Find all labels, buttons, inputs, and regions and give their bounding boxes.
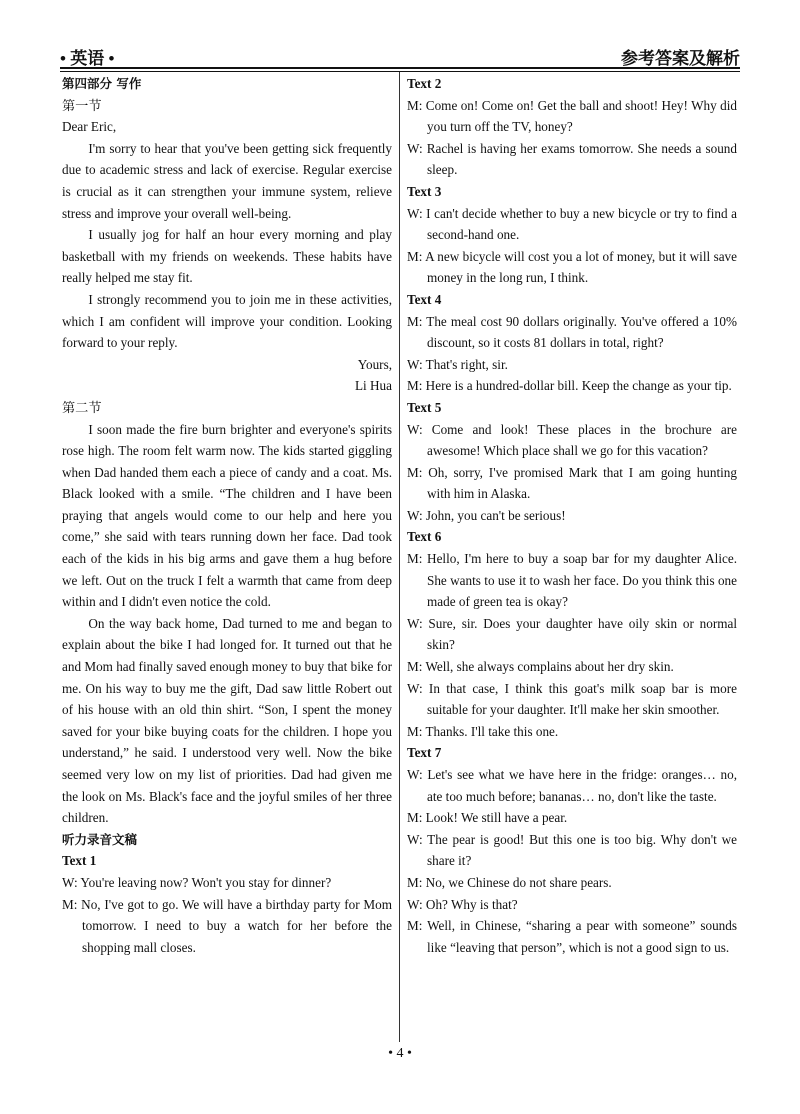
- dialogue-line: W: In that case, I think this goat's milk soap bar is more suitable for your daughter. It'll make her skin smoother.: [407, 680, 737, 718]
- text-label: Text 4: [407, 291, 442, 307]
- text-label: Text 1: [62, 853, 97, 869]
- dialogue-line: W: Sure, sir. Does your daughter have oily skin or normal skin?: [407, 615, 737, 653]
- text-label: Text 6: [407, 529, 442, 545]
- text-label: Text 7: [407, 745, 442, 761]
- dialogue-line: W: Rachel is having her exams tomorrow. She needs a sound sleep.: [407, 140, 737, 178]
- text-label: Text 3: [407, 183, 442, 199]
- page-number: • 4 •: [388, 1046, 412, 1061]
- dialogue-line: M: The meal cost 90 dollars originally. You've offered a 10% discount, so it costs 81 dollars in total, right?: [407, 313, 737, 351]
- subject-label: • 英语 •: [60, 49, 115, 68]
- letter-paragraph: I'm sorry to hear that you've been getting sick frequently due to academic stress and lack of exercise. Regular exercise is crucial as it can strengthen your immune system, relieve stress and improve your overall well-being.: [62, 140, 392, 221]
- column-divider: [399, 72, 400, 1042]
- dialogue-line: M: Oh, sorry, I've promised Mark that I am going hunting with him in Alaska.: [407, 464, 737, 502]
- text-label: Text 2: [407, 76, 442, 91]
- section2-heading: 第二节: [62, 399, 102, 415]
- dialogue-line: M: Well, she always complains about her dry skin.: [407, 659, 674, 675]
- dialogue-line: W: You're leaving now? Won't you stay for dinner?: [62, 874, 332, 890]
- letter-paragraph: I strongly recommend you to join me in these activities, which I am confident will improve your condition. Looking forward to your reply.: [62, 291, 392, 351]
- text-label: Text 5: [407, 399, 442, 415]
- dialogue-line: M: No, I've got to go. We will have a birthday party for Mom tomorrow. I need to buy a watch for her before the shopping mall closes.: [62, 896, 392, 955]
- dialogue-line: W: That's right, sir.: [407, 356, 508, 372]
- dialogue-line: M: Look! We still have a pear.: [407, 810, 568, 826]
- dialogue-line: W: John, you can't be serious!: [407, 507, 566, 523]
- dialogue-line: M: Hello, I'm here to buy a soap bar for my daughter Alice. She wants to use it to wash her face. Do you think this one made of green tea is okay?: [407, 551, 737, 610]
- letter-closing: Yours,: [357, 356, 392, 372]
- dialogue-line: M: No, we Chinese do not share pears.: [407, 874, 612, 890]
- dialogue-line: M: A new bicycle will cost you a lot of money, but it will save money in the long run, I think.: [407, 248, 737, 286]
- letter-greeting: Dear Eric,: [62, 119, 117, 135]
- letter-paragraph: I usually jog for half an hour every morning and play basketball with my friends on weekends. These habits have really helped me stay fit.: [62, 227, 392, 286]
- section-title: 参考答案及解析: [621, 49, 740, 68]
- dialogue-line: W: I can't decide whether to buy a new bicycle or try to find a second-hand one.: [407, 205, 737, 243]
- dialogue-line: W: Let's see what we have here in the fridge: oranges… no, ate too much before; bananas… no, don't like the taste.: [407, 767, 737, 804]
- letter-signature: Li Hua: [355, 378, 392, 394]
- header-rule-thin: [60, 71, 740, 72]
- listening-heading: 听力录音文稿: [62, 831, 138, 847]
- dialogue-line: W: Oh? Why is that?: [407, 896, 518, 912]
- story-paragraph: On the way back home, Dad turned to me and began to explain about the bike I had longed for. It turned out that he and Mom had finally saved enough money to buy that bike for me. On his way to buy me the gift, Dad saw little Robert out of his house with an old thin shirt. “Son, I spent the money saved for your bike buying coats for the children. I hope you understand,” he said. I understood very well. Now the bike seemed very low on my list of priorities. Dad had given me the look on Ms. Black's face and the joyful smiles of her three children.: [62, 615, 392, 826]
- dialogue-line: M: Here is a hundred-dollar bill. Keep the change as your tip.: [407, 378, 732, 394]
- dialogue-line: W: Come and look! These places in the brochure are awesome! Which place shall we go for this vacation?: [407, 421, 737, 459]
- dialogue-line: M: Well, in Chinese, “sharing a pear with someone” sounds like “leaving that person”, which is not a good sign to us.: [407, 918, 737, 955]
- dialogue-line: M: Come on! Come on! Get the ball and shoot! Hey! Why did you turn off the TV, honey?: [407, 97, 737, 135]
- header-rule: [60, 67, 740, 69]
- page-header: [60, 40, 740, 70]
- dialogue-line: M: Thanks. I'll take this one.: [407, 723, 559, 739]
- story-paragraph: I soon made the fire burn brighter and everyone's spirits rose high. The room felt warm now. The kids started giggling when Dad handed them each a piece of candy and a coat. Ms. Black looked with a smile. “The children and I have been praying that angels would come to our help and here you come,” she said with tears running down her face. Dad took each of the kids in his big arms and gave them a hug before we left. Out on the truck I felt a warmth that came from deep within and I didn't even notice the cold.: [62, 421, 392, 610]
- section1-heading: 第一节: [62, 97, 102, 113]
- dialogue-line: W: The pear is good! But this one is too big. Why don't we share it?: [407, 831, 737, 869]
- left-column: [62, 73, 392, 958]
- part-heading: 第四部分 写作: [62, 76, 142, 91]
- right-column: [407, 73, 737, 958]
